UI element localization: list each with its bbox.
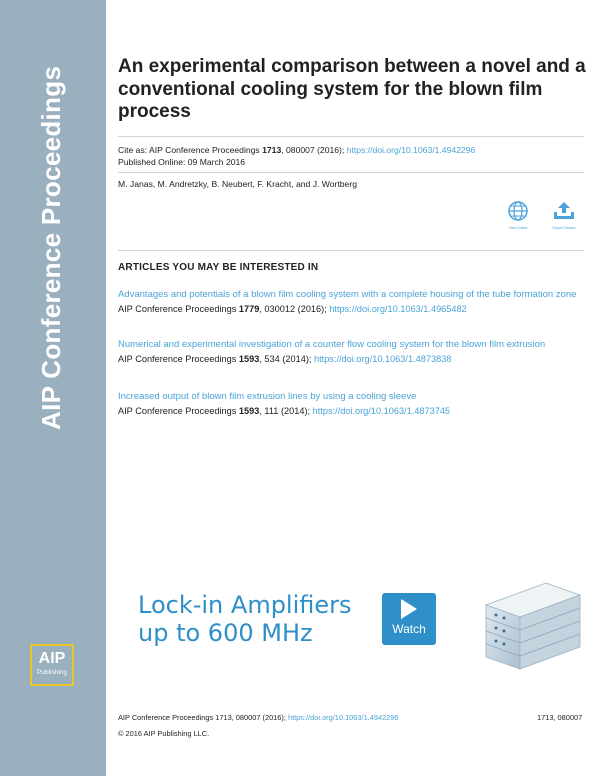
globe-icon: [507, 200, 529, 222]
cite-volume: 1713: [262, 145, 282, 155]
divider: [118, 136, 584, 137]
cite-rest: , 080007 (2016);: [281, 145, 347, 155]
related-article: [118, 289, 584, 316]
cite-volume: 1593: [238, 406, 260, 416]
journal-name: AIP Conference Proceedings: [36, 65, 66, 430]
logo-sub-text: Publishing: [37, 669, 67, 676]
authors: M. Janas, M. Andretzky, B. Neubert, F. Kracht, and J. Wortberg: [118, 179, 357, 189]
cite-prefix: AIP Conference Proceedings: [118, 406, 239, 416]
cite-rest: , 534 (2014);: [259, 354, 314, 364]
paper-title: An experimental comparison between a novel and a conventional cooling system for the blown film process: [118, 56, 586, 122]
cite-volume: 1593: [238, 354, 260, 364]
lock-in-amplifier-image: [476, 565, 586, 671]
cite-line: [118, 145, 475, 156]
related-article: [118, 391, 584, 418]
related-articles-heading: ARTICLES YOU MAY BE INTERESTED IN: [118, 262, 319, 273]
published-date: Published Online: 09 March 2016: [118, 157, 246, 167]
watch-button[interactable]: [382, 593, 436, 645]
cite-prefix: AIP Conference Proceedings: [118, 304, 239, 314]
divider: [118, 172, 584, 173]
cite-prefix: Cite as: AIP Conference Proceedings: [118, 145, 263, 155]
export-icon: [552, 200, 576, 222]
doi-link[interactable]: https://doi.org/10.1063/1.4942296: [346, 145, 476, 155]
sidebar: [0, 0, 106, 776]
related-article-cite: [118, 303, 584, 316]
related-article-title[interactable]: Advantages and potentials of a blown film cooling system with a complete housing of the tube formation zone: [118, 289, 577, 300]
watch-label: Watch: [392, 622, 426, 636]
footer-doi-link[interactable]: https://doi.org/10.1063/1.4942296: [287, 713, 399, 722]
ad-line-1: Lock-in Amplifiers: [138, 591, 352, 619]
export-citation-button[interactable]: [544, 200, 584, 230]
cite-rest: , 111 (2014);: [259, 406, 313, 416]
view-online-label: View Online: [508, 226, 528, 230]
action-icons: [498, 200, 588, 240]
doi-link[interactable]: https://doi.org/10.1063/1.4965482: [329, 304, 467, 314]
footer-cite: [118, 713, 399, 722]
ad-line-2: up to 600 MHz: [138, 619, 313, 647]
cite-prefix: AIP Conference Proceedings: [118, 354, 239, 364]
aip-publishing-logo[interactable]: [30, 644, 74, 686]
play-icon: [401, 599, 417, 619]
footer-cite-prefix: AIP Conference Proceedings 1713, 080007 (2016);: [118, 713, 288, 722]
ad-headline: [138, 591, 352, 647]
cite-volume: 1779: [238, 304, 260, 314]
related-article-title[interactable]: Increased output of blown film extrusion lines by using a cooling sleeve: [118, 391, 417, 402]
divider: [118, 250, 584, 251]
doi-link[interactable]: https://doi.org/10.1063/1.4873838: [313, 354, 452, 364]
export-citation-label: Export Citation: [552, 226, 576, 230]
cite-rest: , 030012 (2016);: [259, 304, 330, 314]
related-article-cite: [118, 405, 584, 418]
footer-copyright: © 2016 AIP Publishing LLC.: [118, 729, 210, 738]
related-article-title[interactable]: Numerical and experimental investigation of a counter flow cooling system for the blown film extrusion: [118, 339, 546, 350]
footer-page-number: 1713, 080007: [537, 713, 583, 722]
view-online-button[interactable]: [498, 200, 538, 230]
advertisement-banner[interactable]: [124, 563, 590, 675]
related-article: [118, 339, 584, 366]
logo-main-text: AIP: [38, 650, 66, 667]
doi-link[interactable]: https://doi.org/10.1063/1.4873745: [312, 406, 451, 416]
related-article-cite: [118, 353, 584, 366]
